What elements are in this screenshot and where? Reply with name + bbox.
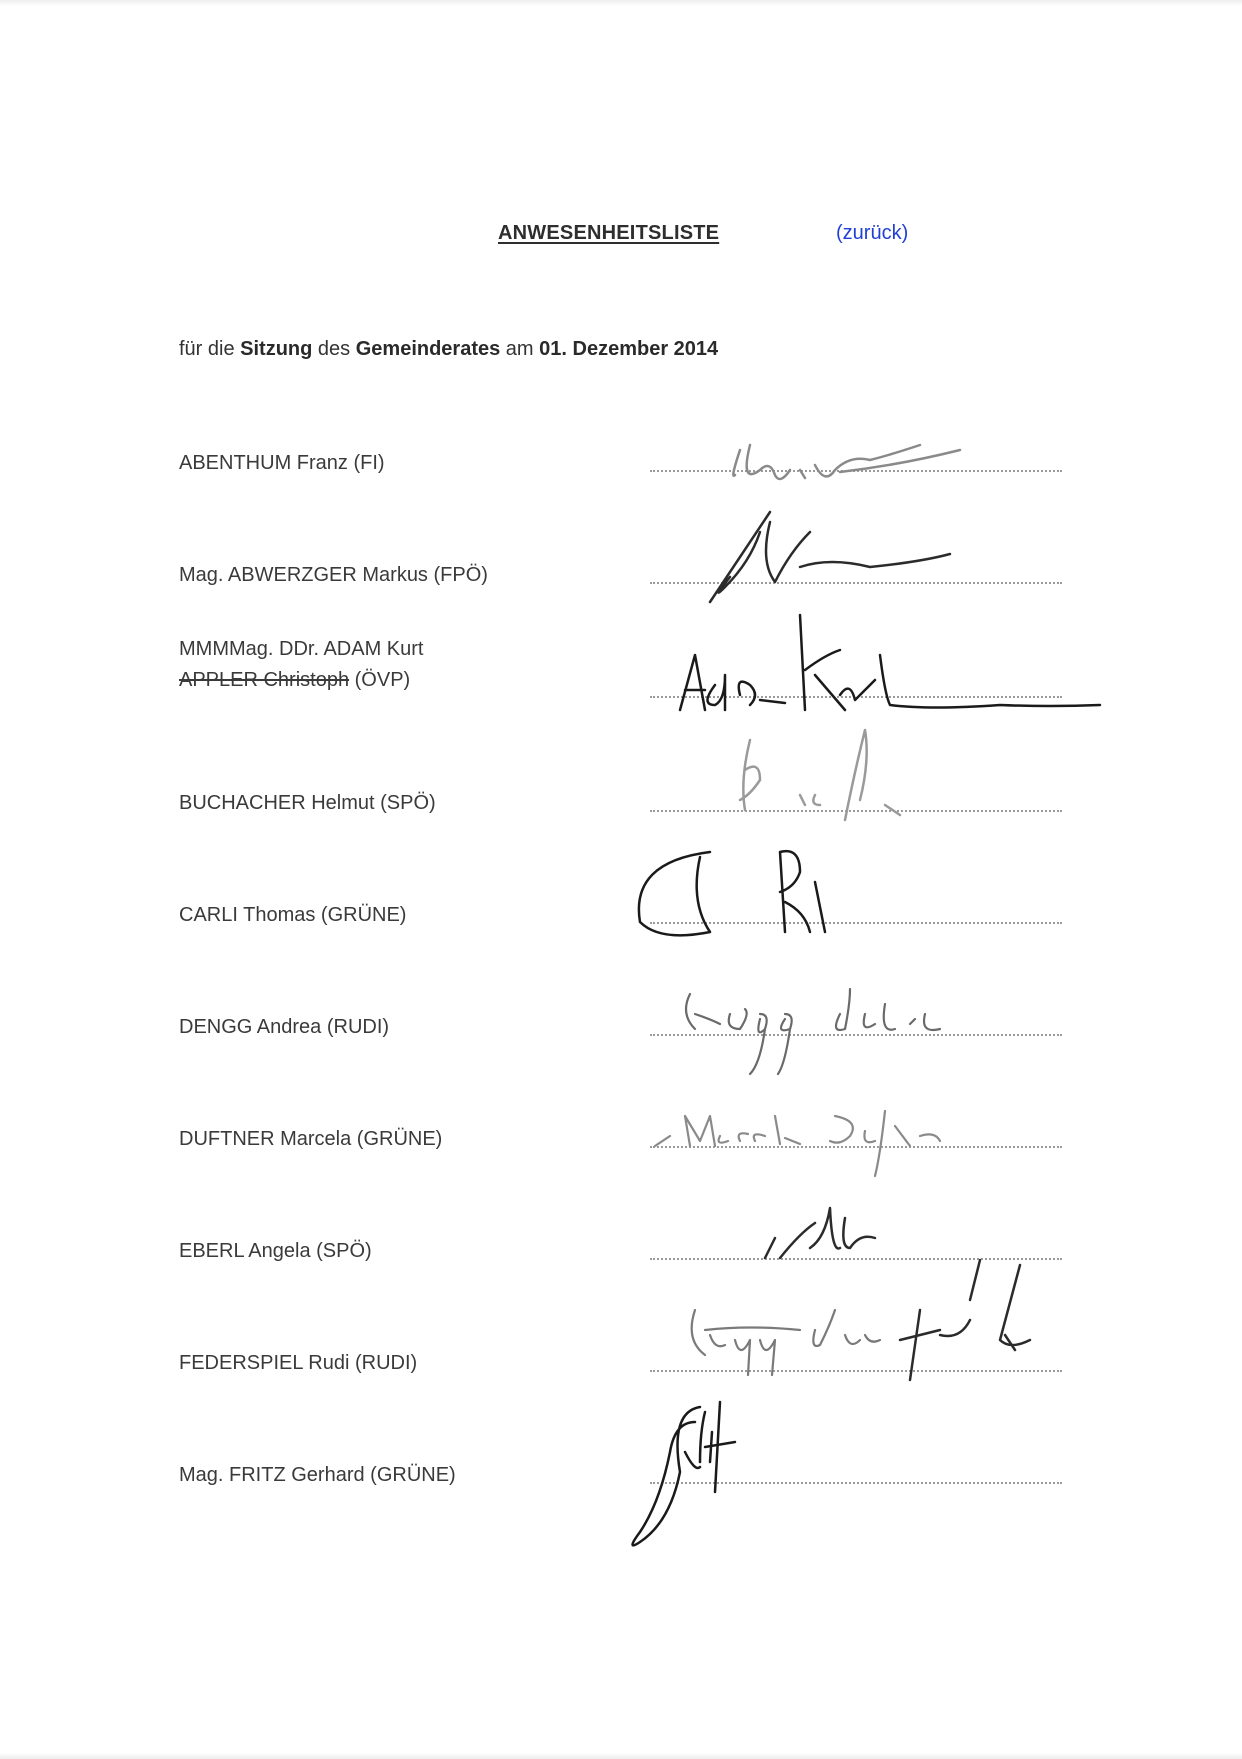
- attendee-name: Mag. ABWERZGER Markus (FPÖ): [179, 564, 488, 586]
- attendee-row: [0, 1412, 1242, 1512]
- subtitle-prefix: für die: [179, 338, 241, 360]
- attendee-name-line2: [179, 669, 423, 692]
- subtitle-sitzung: Sitzung: [240, 338, 313, 360]
- attendee-name-line1: MMMMag. DDr. ADAM Kurt: [179, 638, 424, 660]
- subtitle-date: 01. Dezember 2014: [539, 338, 719, 360]
- attendee-name: Mag. FRITZ Gerhard (GRÜNE): [179, 1464, 456, 1486]
- attendee-name: FEDERSPIEL Rudi (RUDI): [179, 1352, 418, 1374]
- attendee-row: [0, 1300, 1242, 1400]
- document-title: ANWESENHEITSLISTE: [498, 222, 720, 244]
- attendee-name: DENGG Andrea (RUDI): [179, 1016, 390, 1038]
- subtitle-mid2: am: [500, 338, 540, 360]
- attendee-name: EBERL Angela (SPÖ): [179, 1240, 372, 1262]
- attendee-name: DUFTNER Marcela (GRÜNE): [179, 1128, 443, 1150]
- page-bottom-edge: [0, 1753, 1242, 1759]
- back-link[interactable]: (zurück): [836, 222, 909, 244]
- attendee-row: [0, 400, 1242, 500]
- signature-image: [600, 700, 1160, 840]
- page-top-edge: [0, 0, 1242, 6]
- attendee-name: BUCHACHER Helmut (SPÖ): [179, 792, 436, 814]
- name-suffix: (ÖVP): [349, 669, 411, 691]
- signature-image: [600, 1392, 1160, 1532]
- attendee-name: [179, 638, 423, 692]
- signature-image: [600, 1240, 1160, 1380]
- title-row: [0, 222, 1242, 252]
- struck-name: APPLER Christoph: [179, 669, 350, 691]
- subtitle-mid1: des: [312, 338, 356, 360]
- attendee-name: ABENTHUM Franz (FI): [179, 452, 385, 474]
- session-subtitle: [179, 338, 718, 361]
- attendee-name: CARLI Thomas (GRÜNE): [179, 904, 407, 926]
- subtitle-gemeinderates: Gemeinderates: [355, 338, 501, 360]
